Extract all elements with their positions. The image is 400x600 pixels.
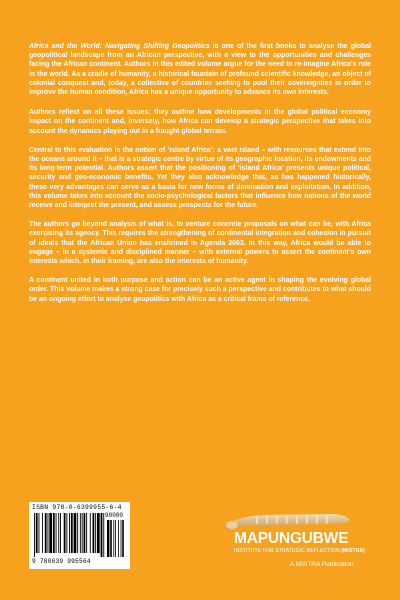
ean-bars: [34, 513, 126, 557]
ean-digits: 9 780639 995564: [32, 558, 91, 565]
blurb-text: [29, 42, 371, 314]
publication-line: A MISTRA Publication: [290, 561, 354, 568]
isbn-label: ISBN 978-0-6399955-6-4: [32, 504, 122, 511]
blurb-paragraph-1-text: is one of the first books to analyse the global geopolitical landscape from an African perspective, with a view to the opportunities and challenges facing the African continent. Authors in this edited volume argue for the need to re-imagine Africa’s role in the world. As a cradle of humanity, a historical fountain of profound scientific knowledge, an object of colonial conquest and, today, a collective of countries seeking to pool their sovereignties in order to improve the human condition, Africa has a unique opportunity to advance its own interests.: [29, 43, 371, 97]
blurb-paragraph-1: [29, 42, 371, 97]
book-title-italic: Africa and the World: Navigating Shifting Geopolitics: [29, 43, 210, 50]
blurb-paragraph-5: A continent united in both purpose and action can be an active agent in shaping the evolving global order. This volume makes a strong case for precisely such a perspective and contributes to what should be an ongoing effort to analyse geopolitics with Africa as a critical frame of reference.: [29, 277, 371, 303]
institute-acronym: (MISTRA): [341, 548, 365, 554]
institute-name: INSTITUTE FOR STRATEGIC REFLECTION: [234, 548, 342, 554]
publisher-block: [222, 508, 372, 578]
blurb-paragraph-4: The authors go beyond analysis of what is, to venture concrete proposals on what can be, with Africa exercising its agency. This requires the strengthening of continental integration and cohesion in pursuit of ideals that the African Union has enshrined in Agenda 2063. In this way, Africa would be able to engage – in a systemic and disciplined manner – with external powers to assert the continent’s own interests which, in their framing, are also the interests of humanity.: [29, 221, 371, 266]
publisher-brand: MAPUNGUBWE: [234, 530, 349, 547]
publisher-institute: [234, 548, 365, 554]
isbn-barcode: [29, 502, 130, 569]
blurb-paragraph-3: Central to this evaluation is the notion of ‘island Africa’: a vast island – with resources that extend into the oceans around it – that is a strategic centre by virtue of its geographic location, its endowments and its long-term potential. Authors assert that the positioning of ‘island Africa’ presents unique political, security and geo-economic benefits. Yet they also acknowledge that, as has happened historically, these very advantages can serve as a basis for new forms of domination and exploitation. In addition, this volume takes into account the socio-psychological factors that influence how nations of the world receive and interpret the present, and assess prospects for the future.: [29, 146, 371, 210]
mapungubwe-logo-icon: [222, 508, 352, 530]
blurb-paragraph-2: Authors reflect on all these issues; they outline how developments in the global political economy impact on the continent and, inversely, how Africa can develop a strategic perspective that takes into account the dynamics playing out in a fraught global terrain.: [29, 109, 371, 135]
price-addon: 90000: [105, 512, 124, 519]
